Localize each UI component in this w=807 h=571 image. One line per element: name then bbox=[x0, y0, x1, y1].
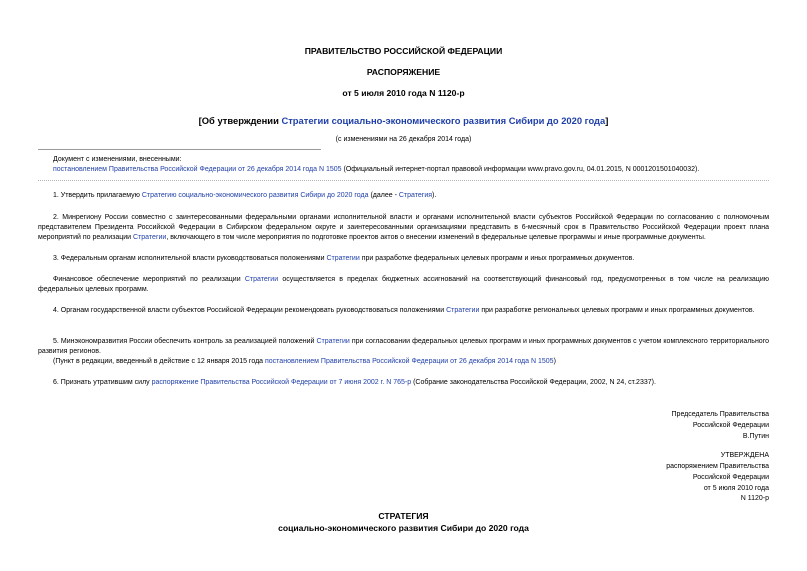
signature-country: Российской Федерации bbox=[692, 421, 769, 429]
item-2 bbox=[38, 213, 769, 243]
item-6-order-link[interactable]: распоряжение Правительства Российской Федерации от 7 июня 2002 г. N 765-р bbox=[151, 379, 412, 386]
item-6-text-b: (Собрание законодательства Российской Федерации, 2002, N 24, ст.2337). bbox=[411, 379, 656, 386]
title-bracket-close: ] bbox=[605, 115, 609, 126]
changes-divider-bottom bbox=[38, 180, 769, 181]
item-1-strategy-short-link[interactable]: Стратегия bbox=[398, 192, 433, 199]
changes-label: Документ с изменениями, внесенными: bbox=[53, 156, 182, 163]
item-1-text-a: 1. Утвердить прилагаемую bbox=[53, 192, 142, 199]
item-5-note-text-b: ) bbox=[553, 358, 556, 365]
signature-position: Председатель Правительства bbox=[671, 411, 769, 418]
item-5-strategy-link[interactable]: Стратегии bbox=[316, 338, 350, 345]
signature-name: В.Путин bbox=[742, 432, 769, 440]
strategy-subtitle: социально-экономического развития Сибири до 2020 года bbox=[278, 523, 529, 533]
item-4-text-b: при разработке региональных целевых программ и иных программных документов. bbox=[479, 307, 755, 314]
approval-date: от 5 июля 2010 года bbox=[703, 484, 769, 492]
item-2-strategy-link[interactable]: Стратегии bbox=[133, 234, 167, 242]
item-3-strategy-link[interactable]: Стратегии bbox=[326, 255, 360, 262]
item-3-text-b: при разработке федеральных целевых программ и иных программных документов. bbox=[359, 255, 635, 262]
document-title bbox=[0, 114, 807, 128]
approval-stamp: УТВЕРЖДЕНА bbox=[720, 452, 769, 459]
document-type: РАСПОРЯЖЕНИЕ bbox=[366, 67, 441, 77]
changes-note-tail: (Официальный интернет-портал правовой информации www.pravo.gov.ru, 04.01.2015, N 0001201501040032). bbox=[341, 166, 700, 173]
approval-block bbox=[666, 451, 769, 505]
financing-strategy-link[interactable]: Стратегии bbox=[244, 276, 279, 283]
item-5-note-text-a: (Пункт в редакции, введенный в действие с 12 января 2015 года bbox=[53, 358, 265, 365]
item-4 bbox=[38, 306, 769, 316]
strategy-title: СТРАТЕГИЯ bbox=[378, 511, 429, 521]
financing-text-a: Финансовое обеспечение мероприятий по реализации bbox=[53, 276, 245, 283]
item-4-strategy-link[interactable]: Стратегии bbox=[446, 307, 480, 314]
item-5 bbox=[38, 337, 769, 357]
changes-decree-link[interactable]: постановлением Правительства Российской Федерации от 26 декабря 2014 года N 1505 bbox=[53, 166, 342, 173]
item-6 bbox=[53, 378, 656, 388]
item-1-text-b: (далее - bbox=[368, 192, 399, 199]
item-6-text-a: 6. Признать утратившим силу bbox=[53, 379, 152, 386]
item-2-text-a: 2. Минрегиону России совместно с заинтересованными федеральными органами исполнительной власти и органами исполнительной власти субъектов Российской Федерации по согласованию с полномочным представителем Президента Российской Федерации в Сибирском федеральном округе и заинтересованными организациями представить в 6-месячный срок в Правительство Российской Федерации проект плана мероприятий по реализации bbox=[38, 214, 769, 242]
signature-block bbox=[672, 410, 769, 443]
approval-number: N 1120-р bbox=[740, 495, 769, 503]
item-5-note bbox=[53, 357, 556, 367]
item-5-text-a: 5. Минэкономразвития России обеспечить контроль за реализацией положений bbox=[53, 338, 317, 345]
item-3-text-a: 3. Федеральным органам исполнительной власти руководствоваться положениями bbox=[53, 255, 327, 262]
item-1 bbox=[53, 191, 436, 201]
approval-country: Российской Федерации bbox=[692, 473, 769, 481]
approval-by: распоряжением Правительства bbox=[666, 462, 769, 470]
item-3-financing bbox=[38, 275, 769, 295]
title-strategy-link[interactable]: Стратегии социально-экономического развития Сибири до 2020 года bbox=[281, 115, 606, 126]
item-3 bbox=[53, 254, 634, 264]
title-bracket-open: [Об утверждении bbox=[198, 115, 282, 126]
item-4-text-a: 4. Органам государственной власти субъектов Российской Федерации рекомендовать руководствоваться положениями bbox=[53, 307, 447, 314]
changes-note bbox=[53, 165, 699, 175]
item-1-strategy-link[interactable]: Стратегию социально-экономического развития Сибири до 2020 года bbox=[141, 192, 369, 199]
item-1-text-c: ). bbox=[432, 192, 437, 199]
financing-text-b: осуществляется в пределах бюджетных ассигнований на соответствующий финансовый год, предусмотренных в том числе на реализацию федеральных целевых программ. bbox=[38, 276, 769, 294]
government-header: ПРАВИТЕЛЬСТВО РОССИЙСКОЙ ФЕДЕРАЦИИ bbox=[304, 46, 503, 56]
amended-note: (с изменениями на 26 декабря 2014 года) bbox=[335, 136, 472, 143]
item-5-text-b: при согласовании федеральных целевых программ и иных программных документов с учетом комплексного территориального развития регионов. bbox=[38, 338, 769, 356]
document-date-number: от 5 июля 2010 года N 1120-р bbox=[342, 88, 465, 98]
item-5-note-decree-link[interactable]: постановлением Правительства Российской Федерации от 26 декабря 2014 года N 1505 bbox=[265, 358, 554, 365]
changes-divider-top bbox=[38, 149, 321, 150]
item-2-text-b: , включающего в том числе мероприятия по подготовке проектов актов о внесении изменений в федеральные целевые программы и иные программные документы. bbox=[166, 234, 706, 242]
